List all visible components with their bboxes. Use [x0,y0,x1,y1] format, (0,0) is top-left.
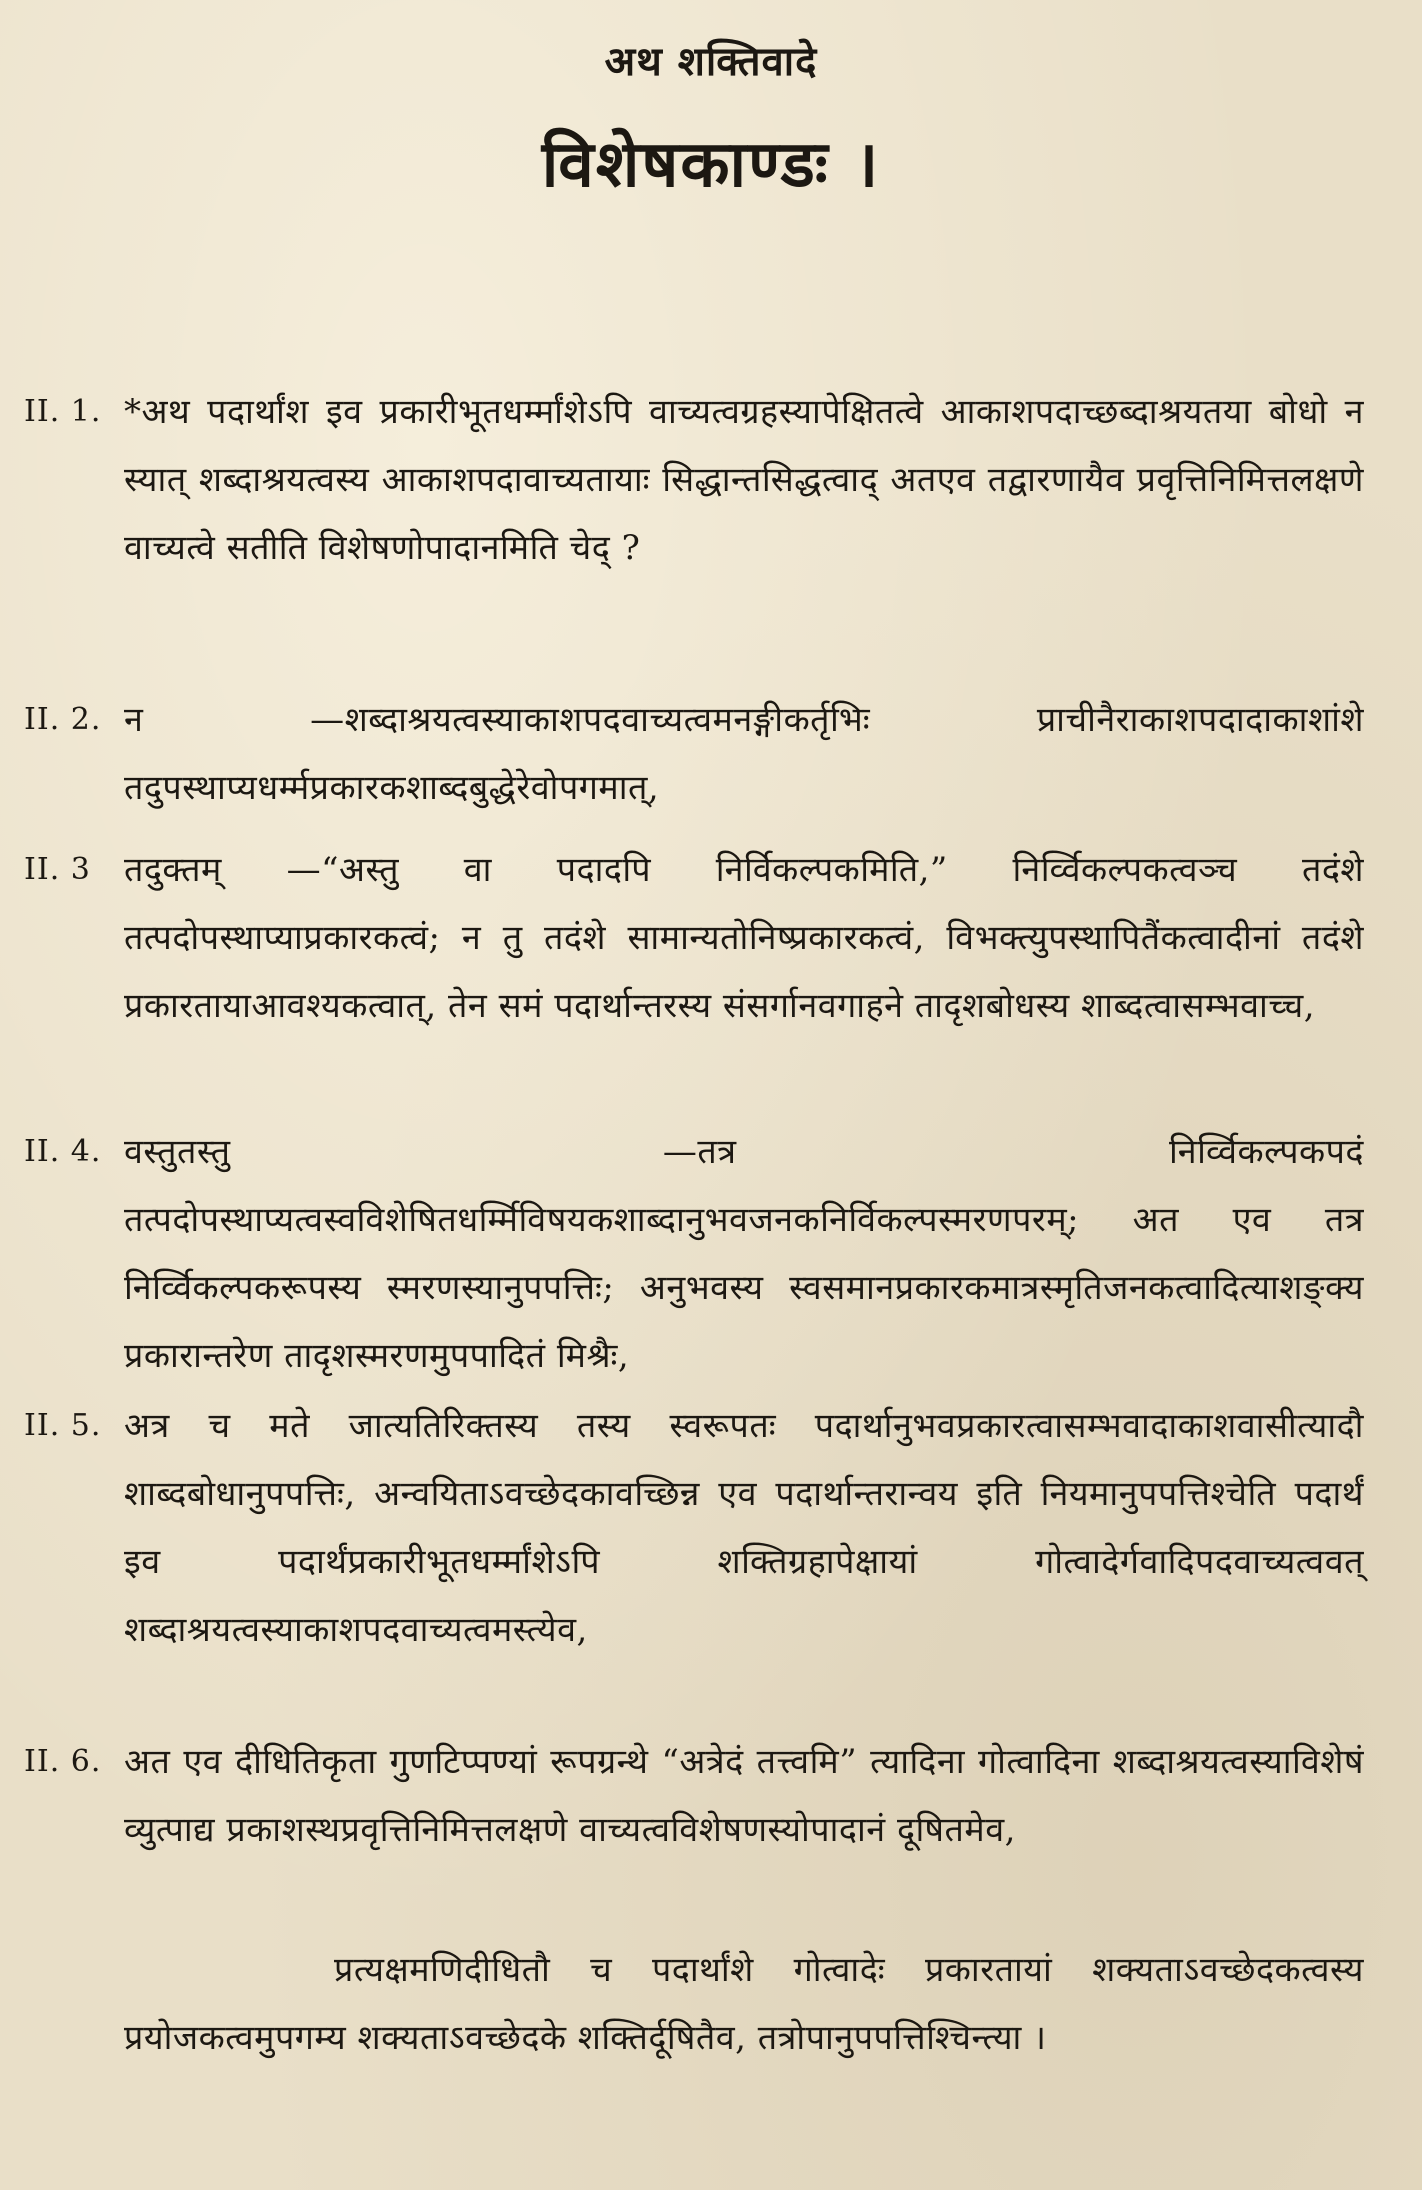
paragraph-II-6 [24,1728,1364,1864]
paragraph-II-5 [24,1392,1364,1664]
paragraph-text: अत एव दीधितिकृता गुणटिप्पण्यां रूपग्रन्थे “अत्रेदं तत्त्वमि” त्यादिना गोत्वादिना शब्दाश्रयत्वस्याविशेषं व्युत्पाद्य प्रकाशस्थप्रवृत्तिनिमित्तलक्षणे वाच्यत्वविशेषणस्योपादानं दूषितमेव, [124,1742,1364,1850]
paragraph-number: II. 2. [24,702,102,737]
paragraph-number: II. 1. [24,394,102,429]
paragraph-text: न —शब्दाश्रयत्वस्याकाशपदवाच्यत्वमनङ्गीकर्तृभिः प्राचीनैराकाशपदादाकाशांशे तदुपस्थाप्यधर्म्मप्रकारकशाब्दबुद्धेरेवोपगमात्, [124,700,1364,808]
paragraph-II-1 [24,378,1364,582]
paragraph-number: II. 4. [24,1134,102,1169]
paragraph-text: तदुक्तम् —“अस्तु वा पदादपि निर्विकल्पकमिति,” निर्व्विकल्पकत्वञ्च तदंशे तत्पदोपस्थाप्याप्रकारकत्वं; न तु तदंशे सामान्यतोनिष्प्रकारकत्वं, विभक्त्युपस्थापितैंकत्वादीनां तदंशे प्रकारतायाआवश्यकत्वात्, तेन समं पदार्थान्तरस्य संसर्गानवगाहने तादृशबोधस्य शाब्दत्वासम्भवाच्च, [124,850,1364,1026]
closing-paragraph-text: प्रत्यक्षमणिदीधितौ च पदार्थांशे गोत्वादेः प्रकारतायां शक्यताऽवच्छेदकत्वस्य प्रयोजकत्वमुपगम्य शक्यताऽवच्छेदके शक्तिर्दूषितैव, तत्रोपानुपपत्तिश्चिन्त्या । [124,1950,1364,2058]
paragraph-text: वस्तुतस्तु —तत्र निर्व्विकल्पकपदं तत्पदोपस्थाप्यत्वस्वविशेषितधर्म्मिविषयकशाब्दानुभवजनकनिर्विकल्पस्मरणपरम्; अत एव तत्र निर्व्विकल्पकरूपस्य स्मरणस्यानुपपत्तिः; अनुभवस्य स्वसमानप्रकारकमात्रस्मृतिजनकत्वादित्याशङ्क्य प्रकारान्तरेण तादृशस्मरणमुपपादितं मिश्रैः, [124,1132,1364,1376]
closing-paragraph [124,1936,1364,2072]
paragraph-text: अत्र च मते जात्यतिरिक्तस्य तस्य स्वरूपतः पदार्थानुभवप्रकारत्वासम्भवादाकाशवासीत्यादौ शाब्दबोधानुपपत्तिः, अन्वयिताऽवच्छेदकावच्छिन्न एव पदार्थान्तरान्वय इति नियमानुपपत्तिश्चेति पदार्थं इव पदार्थंप्रकारीभूतधर्म्मांशेऽपि शक्तिग्रहापेक्षायां गोत्वादेर्गवादिपदवाच्यत्ववत् शब्दाश्रयत्वस्याकाशपदवाच्यत्वमस्त्येव, [124,1406,1364,1650]
paragraph-number: II. 6. [24,1744,102,1779]
paragraph-number: II. 3 [24,852,91,887]
paragraph-II-4 [24,1118,1364,1390]
paragraph-II-3 [24,836,1364,1040]
paragraph-II-2 [24,686,1364,822]
section-subtitle: अथ शक्तिवादे [604,38,818,85]
paragraph-number: II. 5. [24,1408,102,1443]
paragraph-text: *अथ पदार्थांश इव प्रकारीभूतधर्म्मांशेऽपि वाच्यत्वग्रहस्यापेक्षितत्वे आकाशपदाच्छब्दाश्रयतया बोधो न स्यात् शब्दाश्रयत्वस्य आकाशपदावाच्यतायाः सिद्धान्तसिद्धत्वाद् अतएव तद्वारणायैव प्रवृत्तिनिमित्तलक्षणे वाच्यत्वे सतीति विशेषणोपादानमिति चेद् ? [124,392,1364,568]
section-title: विशेषकाण्डः । [541,127,881,202]
